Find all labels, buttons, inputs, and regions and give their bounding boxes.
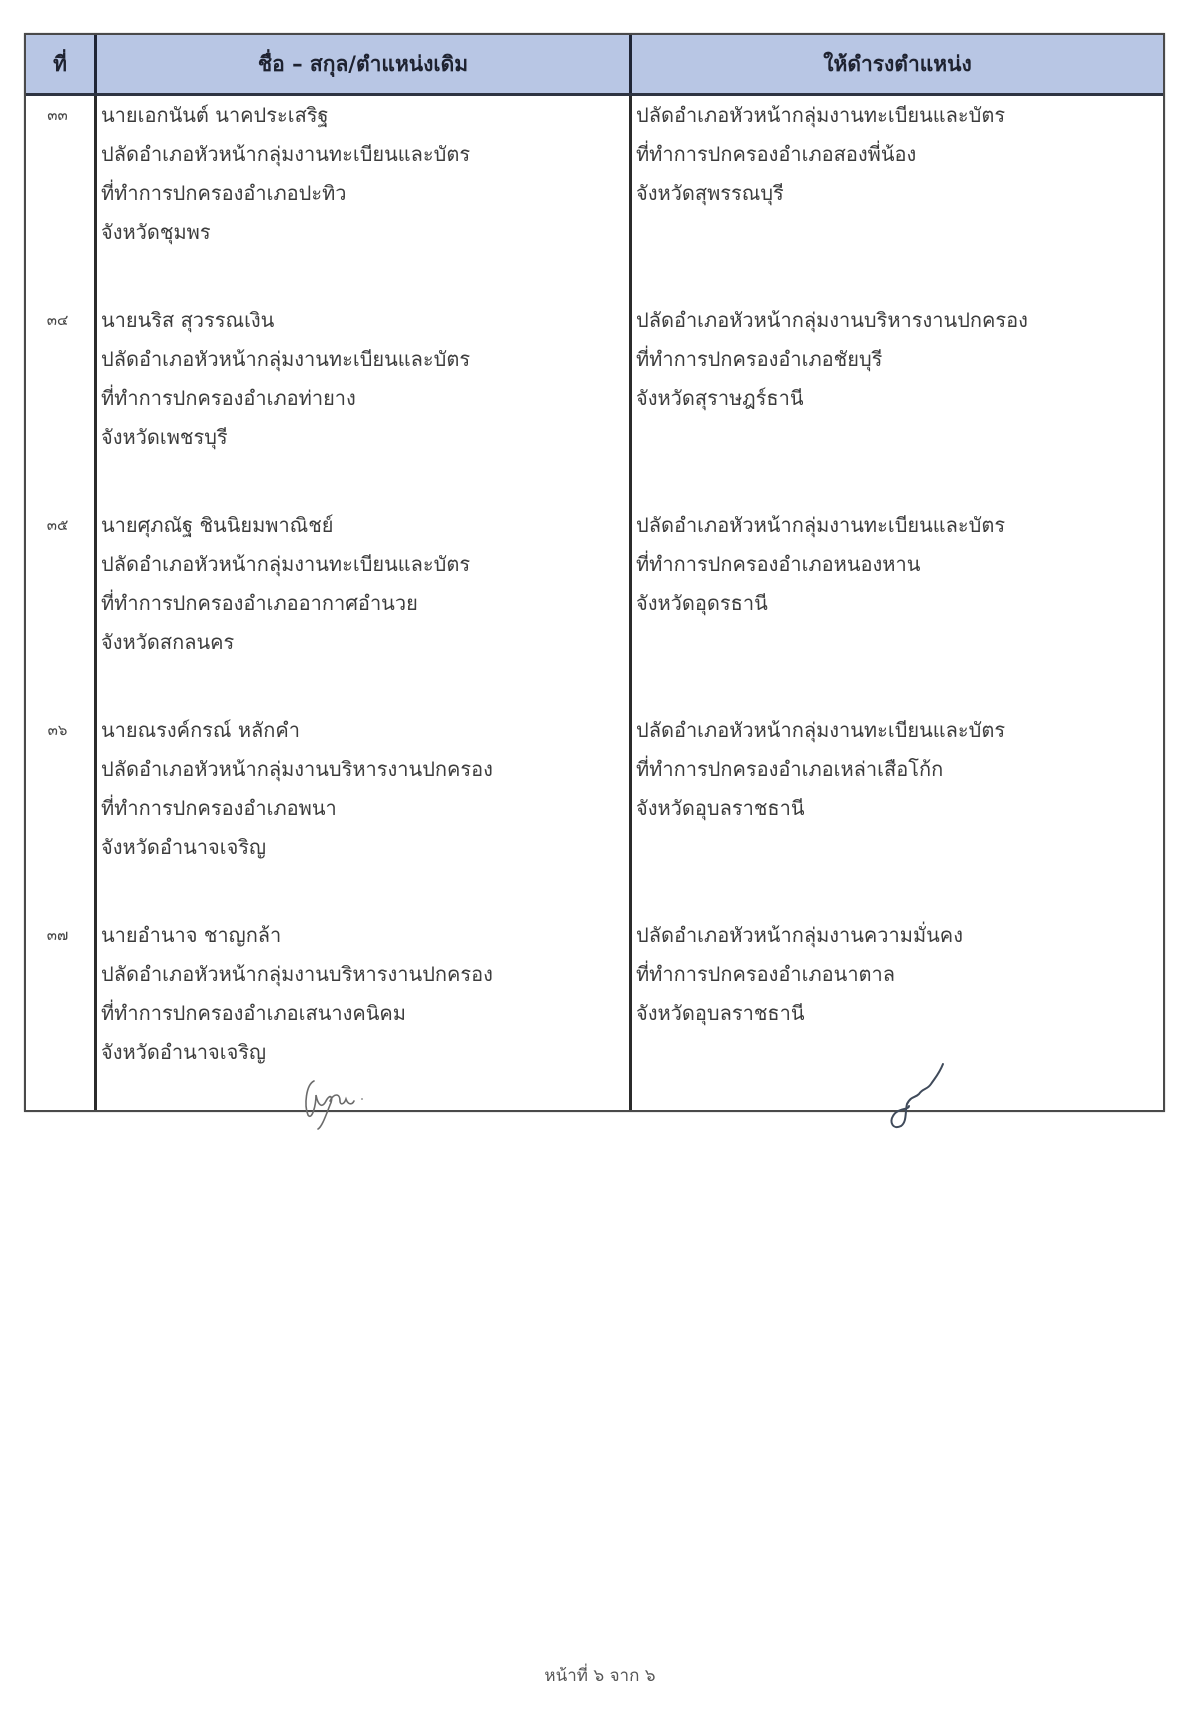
table-body xyxy=(26,96,1163,1110)
old-title: ปลัดอำเภอหัวหน้ากลุ่มงานทะเบียนและบัตร xyxy=(101,142,471,166)
old-position-entry xyxy=(97,96,633,252)
new-office: ที่ทำการปกครองอำเภอเหล่าเสือโก้ก xyxy=(636,757,944,781)
new-position-entry xyxy=(632,711,1167,828)
table-header xyxy=(26,35,1163,96)
row-number: ๓๓ xyxy=(47,106,68,124)
person-name: นายณรงค์กรณ์ หลักคำ xyxy=(101,718,300,742)
old-position-entry xyxy=(97,506,633,662)
header-old-position: ชื่อ – สกุล/ตำแหน่งเดิม xyxy=(97,35,632,93)
new-title: ปลัดอำเภอหัวหน้ากลุ่มงานบริหารงานปกครอง xyxy=(636,308,1028,332)
old-position-entry xyxy=(97,916,633,1072)
old-office: ที่ทำการปกครองอำเภอท่ายาง xyxy=(101,386,356,410)
new-province: จังหวัดสุพรรณบุรี xyxy=(636,181,784,205)
old-province: จังหวัดอำนาจเจริญ xyxy=(101,1040,267,1064)
page-number: หน้าที่ ๖ จาก ๖ xyxy=(544,1666,656,1686)
new-province: จังหวัดอุดรธานี xyxy=(636,591,768,615)
row-number: ๓๕ xyxy=(46,516,69,534)
column-no xyxy=(26,96,97,1110)
old-province: จังหวัดเพชรบุรี xyxy=(101,425,228,449)
person-name: นายนริส สุวรรณเงิน xyxy=(101,308,275,332)
row-number: ๓๖ xyxy=(47,721,68,739)
old-position-entry xyxy=(97,711,633,867)
old-province: จังหวัดสกลนคร xyxy=(101,630,235,654)
new-province: จังหวัดอุบลราชธานี xyxy=(636,796,805,820)
new-position-entry xyxy=(632,506,1167,623)
new-office: ที่ทำการปกครองอำเภอชัยบุรี xyxy=(636,347,883,371)
person-name: นายเอกนันต์ นาคประเสริฐ xyxy=(101,103,329,127)
person-name: นายอำนาจ ชาญกล้า xyxy=(101,923,282,947)
column-new-position xyxy=(632,96,1163,1110)
old-title: ปลัดอำเภอหัวหน้ากลุ่มงานบริหารงานปกครอง xyxy=(101,757,493,781)
new-position-entry xyxy=(632,916,1167,1033)
appointment-table xyxy=(24,33,1165,1112)
signature-right-icon xyxy=(885,1060,955,1135)
signature-left-icon xyxy=(300,1075,380,1135)
column-old-position xyxy=(97,96,632,1110)
old-office: ที่ทำการปกครองอำเภอเสนางคนิคม xyxy=(101,1001,406,1025)
new-position-entry xyxy=(632,301,1167,418)
new-province: จังหวัดอุบลราชธานี xyxy=(636,1001,805,1025)
new-office: ที่ทำการปกครองอำเภอสองพี่น้อง xyxy=(636,142,917,166)
old-province: จังหวัดอำนาจเจริญ xyxy=(101,835,267,859)
new-title: ปลัดอำเภอหัวหน้ากลุ่มงานความมั่นคง xyxy=(636,923,963,947)
old-office: ที่ทำการปกครองอำเภอปะทิว xyxy=(101,181,347,205)
new-office: ที่ทำการปกครองอำเภอนาตาล xyxy=(636,962,896,986)
new-title: ปลัดอำเภอหัวหน้ากลุ่มงานทะเบียนและบัตร xyxy=(636,513,1006,537)
old-province: จังหวัดชุมพร xyxy=(101,220,211,244)
new-position-entry xyxy=(632,96,1167,213)
old-position-entry xyxy=(97,301,633,457)
new-office: ที่ทำการปกครองอำเภอหนองหาน xyxy=(636,552,921,576)
old-title: ปลัดอำเภอหัวหน้ากลุ่มงานบริหารงานปกครอง xyxy=(101,962,493,986)
header-new-position: ให้ดำรงตำแหน่ง xyxy=(823,51,972,76)
old-title: ปลัดอำเภอหัวหน้ากลุ่มงานทะเบียนและบัตร xyxy=(101,552,471,576)
old-office: ที่ทำการปกครองอำเภอพนา xyxy=(101,796,337,820)
new-title: ปลัดอำเภอหัวหน้ากลุ่มงานทะเบียนและบัตร xyxy=(636,103,1006,127)
row-number: ๓๔ xyxy=(46,311,69,329)
person-name: นายศุภณัฐ ชินนิยมพาณิชย์ xyxy=(101,513,334,537)
new-title: ปลัดอำเภอหัวหน้ากลุ่มงานทะเบียนและบัตร xyxy=(636,718,1006,742)
row-number: ๓๗ xyxy=(46,926,69,944)
new-province: จังหวัดสุราษฎร์ธานี xyxy=(636,386,804,410)
old-office: ที่ทำการปกครองอำเภออากาศอำนวย xyxy=(101,591,418,615)
old-title: ปลัดอำเภอหัวหน้ากลุ่มงานทะเบียนและบัตร xyxy=(101,347,471,371)
header-no: ที่ xyxy=(26,35,97,93)
